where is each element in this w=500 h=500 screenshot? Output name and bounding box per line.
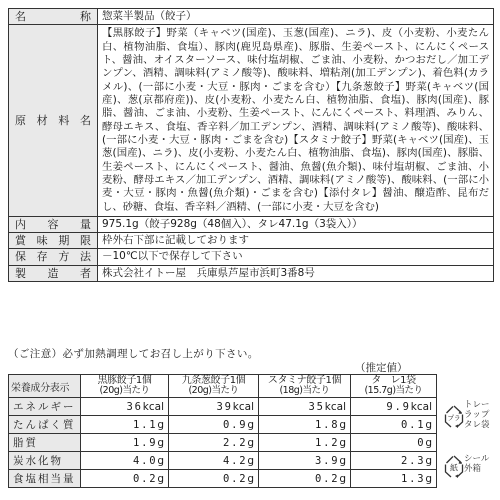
storage-value: －10℃以下で保存して下さい xyxy=(98,249,494,265)
nutrient-value xyxy=(81,434,169,452)
value-number: 1.9 xyxy=(132,436,158,449)
column-header xyxy=(169,375,259,398)
nutrient-value xyxy=(351,398,437,416)
nutrient-label: 炭水化物 xyxy=(9,452,81,470)
plastic-recycle-mark xyxy=(444,398,496,440)
column-basis: (18g)当たり xyxy=(279,385,330,396)
value-unit: g xyxy=(425,472,432,485)
value-unit: g xyxy=(247,418,254,431)
nutrient-value xyxy=(351,416,437,434)
nutrient-value xyxy=(259,452,351,470)
value-unit: kcal xyxy=(232,400,254,413)
nutrient-value xyxy=(259,416,351,434)
column-name: スタミナ餃子1個 xyxy=(267,374,342,386)
nutrient-value xyxy=(81,416,169,434)
nutrient-value xyxy=(351,452,437,470)
nutrient-label: たんぱく質 xyxy=(9,416,81,434)
value-number: 0.1 xyxy=(400,418,426,431)
paper-recycle-icon xyxy=(444,454,464,480)
value-unit: g xyxy=(157,436,164,449)
value-number: 0.9 xyxy=(222,418,248,431)
value-number: 2.2 xyxy=(222,436,248,449)
value-unit: kcal xyxy=(324,400,346,413)
ingredients-value: 【黒豚餃子】野菜（キャベツ(国産)、玉葱(国産)、ニラ)、皮（小麦粉、小麦たん白、植物油脂、食塩）、豚肉(鹿児島県産)、豚脂、生姜ペースト、にんにくペースト、醤油、オイスターソース、味付塩胡椒、ごま油、小麦粉、かつおだし／加工デンプン、酒精、調味料(アミノ酸等)、酸味料、増粘剤(加工デンプン)、着色料(カラメル)、(一部に小麦・大豆・豚肉・ごまを含む）【九条葱餃子】野菜(キャベツ(国産)、葱(京都府産))、皮(小麦粉、小麦たん白、植物油脂、食塩)、豚肉(国産)、豚脂、醤油、ごま油、小麦粉、生姜ペースト、にんにくペースト、料理酒、みりん、酵母エキス、食塩、香辛料／加工デンプン、酒精、調味料(アミノ酸等)、酸味料、(一部に小麦・大豆・豚肉・ごまを含む)【スタミナ餃子】野菜(キャベツ(国産)、玉葱(国産)、ニラ)、皮(小麦粉、小麦たん白、植物油脂、食塩)、豚肉(国産)、豚脂、生姜ペースト、にんにくペースト、醤油、魚醤(魚介類)、味付塩胡椒、ごま油、小麦粉、酵母エキス／加工デンプン、酒精、調味料(アミノ酸等)、酸味料、(一部に小麦・大豆・豚肉・魚醤(魚介類)・ごまを含む)【添付タレ】醤油、醸造酢、昆布だし、砂糖、食塩、香辛料／酒精、(一部に小麦・大豆を含む) xyxy=(98,25,494,217)
caution-text: （ご注意）必ず加熱調理してお召し上がり下さい。 xyxy=(8,348,259,360)
paper-target: 外箱 xyxy=(464,464,482,474)
nutrient-value xyxy=(169,470,259,488)
nutrient-value xyxy=(351,470,437,488)
nutrition-row xyxy=(9,470,437,488)
value-unit: g xyxy=(247,472,254,485)
value-unit: kcal xyxy=(410,400,432,413)
nutrition-row xyxy=(9,416,437,434)
column-name: 黒豚餃子1個 xyxy=(97,374,152,386)
column-header xyxy=(351,375,437,398)
maker-label: 製造者 xyxy=(9,265,98,281)
paper-targets xyxy=(464,454,489,474)
plastic-targets xyxy=(464,400,490,430)
nutrient-value xyxy=(81,470,169,488)
paper-target: シール xyxy=(464,454,490,464)
plastic-recycle-icon xyxy=(444,404,464,430)
value-number: 3.9 xyxy=(314,454,340,467)
value-unit: g xyxy=(339,418,346,431)
nutrient-value xyxy=(169,434,259,452)
nutrient-value xyxy=(259,470,351,488)
value-number: 0.2 xyxy=(314,472,340,485)
ingredients-label: 原材料名 xyxy=(9,25,98,217)
value-unit: g xyxy=(339,472,346,485)
value-unit: g xyxy=(247,436,254,449)
nutrient-value xyxy=(169,398,259,416)
expiry-row xyxy=(9,233,494,249)
column-basis: (20g)当たり xyxy=(99,385,150,396)
value-number: 4.0 xyxy=(132,454,158,467)
net-row xyxy=(9,217,494,233)
nutrition-table xyxy=(8,374,437,488)
value-unit: g xyxy=(339,436,346,449)
value-number: 0.2 xyxy=(222,472,248,485)
plastic-target: タレ袋 xyxy=(464,420,490,430)
value-unit: g xyxy=(425,454,432,467)
value-unit: g xyxy=(425,436,432,449)
value-unit: kcal xyxy=(142,400,164,413)
value-number: 1.1 xyxy=(132,418,158,431)
net-label: 内容量 xyxy=(9,217,98,233)
value-unit: g xyxy=(157,472,164,485)
plastic-mark-text: プラ xyxy=(447,414,461,422)
estimate-note: （推定値） xyxy=(355,362,408,374)
name-value: 惣菜半製品（餃子） xyxy=(98,9,494,25)
nutrient-value xyxy=(169,416,259,434)
column-name: タ レ1袋 xyxy=(371,374,416,386)
value-number: 0.2 xyxy=(132,472,158,485)
storage-row xyxy=(9,249,494,265)
paper-mark-text: 紙 xyxy=(450,463,458,473)
value-number: 9.9 xyxy=(386,400,411,413)
expiry-label: 賞味期限 xyxy=(9,233,98,249)
column-name: 九条葱餃子1個 xyxy=(181,374,246,386)
nutrient-value xyxy=(259,434,351,452)
column-basis: (20g)当たり xyxy=(188,385,239,396)
product-label-table xyxy=(8,8,494,282)
name-row xyxy=(9,9,494,25)
nutrient-value xyxy=(351,434,437,452)
nutrient-label: 脂質 xyxy=(9,434,81,452)
net-value: 975.1g（餃子928g（48個入）、タレ47.1g（3袋入）） xyxy=(98,217,494,233)
plastic-target: ラップ xyxy=(464,410,490,420)
column-header xyxy=(81,375,169,398)
maker-row xyxy=(9,265,494,281)
column-header xyxy=(259,375,351,398)
ingredients-row xyxy=(9,25,494,217)
storage-label: 保存方法 xyxy=(9,249,98,265)
value-number: 36 xyxy=(126,400,143,413)
value-unit: g xyxy=(157,454,164,467)
value-number: 2.3 xyxy=(400,454,426,467)
value-number: 1.2 xyxy=(314,436,340,449)
nutrition-row xyxy=(9,434,437,452)
value-number: 0 xyxy=(417,436,426,449)
paper-recycle-mark xyxy=(444,448,496,490)
maker-value: 株式会社イトー屋 兵庫県芦屋市浜町3番8号 xyxy=(98,265,494,281)
value-number: 1.8 xyxy=(314,418,340,431)
column-basis: (15.7g)当たり xyxy=(364,385,423,396)
nutrition-row xyxy=(9,398,437,416)
expiry-value: 枠外右下部に記載しております xyxy=(98,233,494,249)
value-number: 35 xyxy=(308,400,325,413)
plastic-target: トレー xyxy=(464,400,490,410)
value-number: 39 xyxy=(216,400,233,413)
nutrition-header-row xyxy=(9,375,437,398)
value-number: 1.3 xyxy=(400,472,426,485)
value-unit: g xyxy=(339,454,346,467)
nutrient-value xyxy=(259,398,351,416)
value-unit: g xyxy=(157,418,164,431)
nutrient-value xyxy=(81,452,169,470)
value-unit: g xyxy=(247,454,254,467)
nutrition-title: 栄養成分表示 xyxy=(9,375,81,398)
value-unit: g xyxy=(425,418,432,431)
name-label: 名称 xyxy=(9,9,98,25)
value-number: 4.2 xyxy=(222,454,248,467)
nutrition-row xyxy=(9,452,437,470)
nutrient-label: 食塩相当量 xyxy=(9,470,81,488)
nutrient-value xyxy=(169,452,259,470)
nutrient-value xyxy=(81,398,169,416)
nutrient-label: エネルギー xyxy=(9,398,81,416)
